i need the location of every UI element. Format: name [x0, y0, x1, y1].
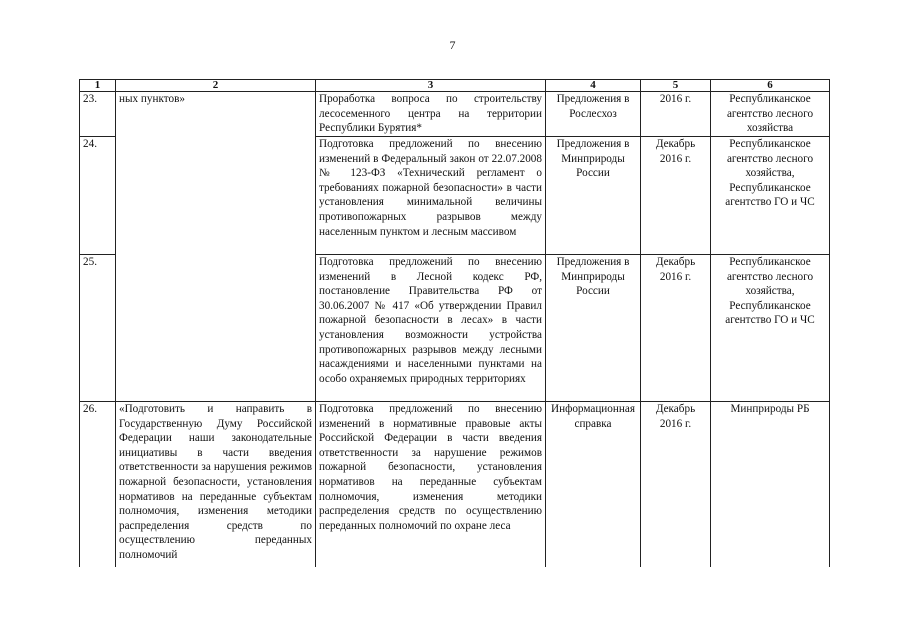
instruction-cell: ных пунктов»: [116, 92, 316, 402]
responsible-cell: Республиканское агентство лесного хозяйства, Республиканское агентство ГО и ЧС: [711, 255, 830, 402]
result-form-cell: Предложения в Рослесхоз: [546, 92, 641, 137]
row-number: 23.: [80, 92, 116, 137]
measure-cell: Подготовка предложений по внесению изменений в нормативные правовые акты Российской Федерации в части введения ответственности за нарушение режимов пожарной безопасности, установления нормативов на переданные субъектам полномочия, изменения методики распределения средств по осуществлению переданных полномочий по охране леса: [316, 402, 546, 568]
deadline-cell: Декабрь 2016 г.: [641, 255, 711, 402]
deadline-cell: Декабрь 2016 г.: [641, 402, 711, 568]
header-col-6: 6: [711, 80, 830, 92]
measure-cell: Подготовка предложений по внесению изменений в Федеральный закон от 22.07.2008 № 123-ФЗ «Технический регламент о требованиях пожарной безопасности» в части установления минимальной величины противопожарных разрывов между населенным пунктом и лесным массивом: [316, 137, 546, 255]
header-col-5: 5: [641, 80, 711, 92]
row-number: 24.: [80, 137, 116, 255]
header-col-2: 2: [116, 80, 316, 92]
measure-cell: Проработка вопроса по строительству лесосеменного центра на территории Республики Бурятия*: [316, 92, 546, 137]
responsible-cell: Республиканское агентство лесного хозяйства: [711, 92, 830, 137]
responsible-cell: Минприроды РБ: [711, 402, 830, 568]
header-col-4: 4: [546, 80, 641, 92]
result-form-cell: Предложения в Минприроды России: [546, 137, 641, 255]
deadline-cell: Декабрь 2016 г.: [641, 137, 711, 255]
row-number: 25.: [80, 255, 116, 402]
table-row: [80, 92, 830, 137]
header-col-3: 3: [316, 80, 546, 92]
result-form-cell: Предложения в Минприроды России: [546, 255, 641, 402]
page-number: 7: [449, 38, 456, 52]
deadline-cell: 2016 г.: [641, 92, 711, 137]
header-col-1: 1: [80, 80, 116, 92]
table-row: [80, 402, 830, 568]
measure-cell: Подготовка предложений по внесению изменений в Лесной кодекс РФ, постановление Правительства РФ от 30.06.2007 № 417 «Об утверждении Правил пожарной безопасности в лесах» в части установления возможности устройства противопожарных разрывов между лесными насаждениями и населенными пунктами на особо охраняемых природных территориях: [316, 255, 546, 402]
instruction-cell: «Подготовить и направить в Государственную Думу Российской Федерации наши законодательные инициативы в части введения ответственности за нарушения режимов пожарной безопасности, установления нормативов на переданные субъектам полномочия, изменения методики распределения средств по осуществлению переданных полномочий: [116, 402, 316, 568]
responsible-cell: Республиканское агентство лесного хозяйства, Республиканское агентство ГО и ЧС: [711, 137, 830, 255]
result-form-cell: Информационная справка: [546, 402, 641, 568]
row-number: 26.: [80, 402, 116, 568]
measures-table: [79, 79, 830, 567]
table-header-row: [80, 80, 830, 92]
